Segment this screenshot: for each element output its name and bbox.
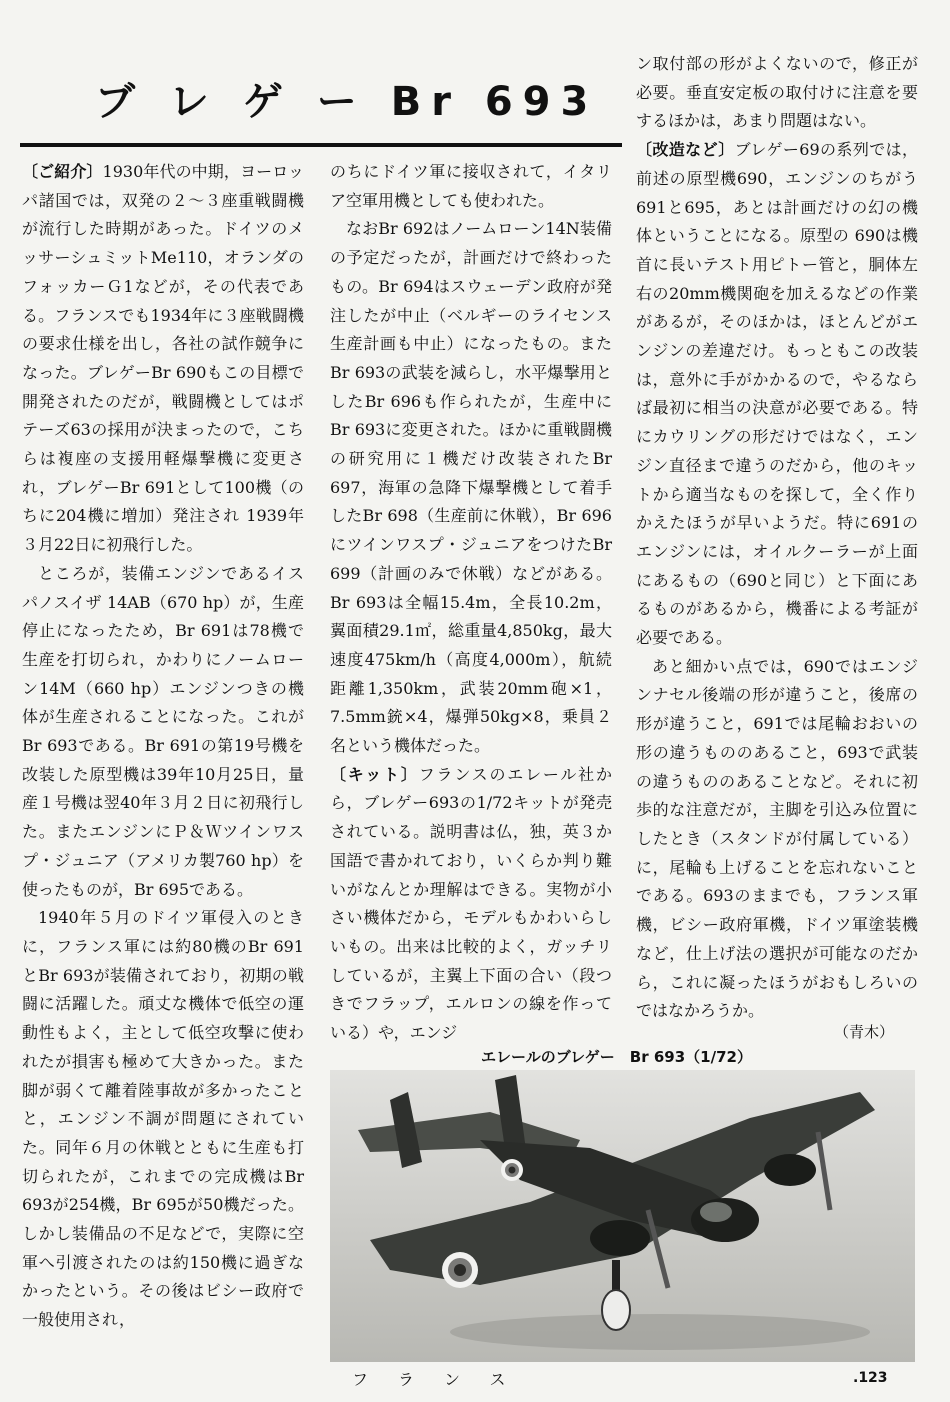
article-title: ブ レ ゲ ー Br 693 (95, 79, 599, 125)
nose-glazing (700, 1202, 732, 1222)
paragraph-text: フランスのエレール社から，ブレゲー693の1/72キットが発売されている。説明書は仏，独，英３か国語で書かれており，いくらか判り難いがなんとか理解はできる。実物が小さい機体だから，モデルもかわいらしいもの。出来は比較的よく，ガッチリしているが，主翼上下面の合い（段つきでフラップ，エルロンの線を作っている）や，エンジ (330, 764, 612, 1043)
aircraft-model-illustration (330, 1070, 915, 1362)
author-credit: （青木） (834, 1023, 895, 1041)
engine-nacelle-left (590, 1220, 650, 1256)
roundel-fuselage (501, 1159, 523, 1181)
page-number: .123 (853, 1370, 888, 1386)
model-shadow (450, 1314, 870, 1350)
paragraph-introduction (22, 158, 304, 560)
photo-caption: エレールのブレゲー Br 693（1/72） (481, 1048, 752, 1066)
paragraph-kit (330, 761, 612, 1048)
paragraph-text: ブレゲー69の系列では，前述の原型機690，エンジンのちがう691と695，あとは計画だけの幻の機体ということになる。原型の 690は機首に長いテスト用ピトー管と，胴体左右の20mm機関砲を加えるなどの作業があるが，そのほかは，ほとんどがエンジンの差違だけ。もっともこの改装は，意外に手がかかるので，やるならば最初に相当の決意が必要である。特にカウリングの形だけではなく，エンジン直径まで違うのだから，他のキットから適当なものを探して，全く作りかえたほうが早いようだ。特に691のエンジンには，オイルクーラーが上面にあるもの（690と同じ）と下面にあるものがあるから，機番による考証が必要である。 (636, 140, 918, 648)
paragraph-kit-continued: ン取付部の形がよくないので，修正が必要。垂直安定板の取付けに注意を要するほかは，あまり問題はない。 (636, 54, 918, 131)
title-rule (20, 143, 622, 147)
section-tag-introduction: 〔ご紹介〕 (22, 162, 103, 181)
paragraph-service-continued: のちにドイツ軍に接収されて，イタリア空軍用機としても使われた。 (330, 162, 612, 210)
running-footer-section: フランス (352, 1370, 536, 1389)
paragraph-conversion (636, 136, 918, 653)
text-column-1 (22, 158, 304, 1335)
paragraph-service: 1940年５月のドイツ軍侵入のときに，フランス軍には約80機のBr 691とBr 693が装備されており，初期の戦闘に活躍した。頑丈な機体で低空の運動性もよく，主として低空攻撃に使われたが損害も極めて大きかった。また脚が弱くて離着陸事故が多かったことと，エンジン不調が問題にされていた。同年６月の休戦とともに生産も打切られたが，これまでの完成機はBr 693が254機，Br 695が50機だった。しかし装備品の不足などで，実際に空軍へ引渡されたのは約150機に過ぎなかったという。その後はビシー政府で一般使用され， (22, 908, 304, 1330)
aircraft-model-photo (330, 1070, 915, 1362)
section-tag-conversion: 〔改造など〕 (636, 140, 735, 160)
roundel-wing (442, 1252, 478, 1288)
engine-nacelle-right (764, 1154, 816, 1186)
paragraph-text: 1930年代の中期，ヨーロッパ諸国では，双発の２～３座重戦闘機が流行した時期があった。ドイツのメッサーシュミットMe110，オランダのフォッカーＧ1などが，その代表である。フランスでも1934年に３座戦闘機の要求仕様を出し，各社の試作競争になった。ブレゲーBr 690もこの目標で開発されたのだが，戦闘機としてはポテーズ63の採用が決まったので，こちらは複座の支援用軽爆撃機に変更され，ブレゲーBr 691として100機（のちに204機に増加）発注され 1939年３月22日に初飛行した。 (22, 162, 304, 555)
text-column-2 (330, 158, 612, 1048)
section-tag-kit: 〔キット〕 (330, 764, 419, 784)
text-column-3 (636, 50, 918, 1026)
paragraph-details: あと細かい点では，690ではエンジンナセル後端の形が違うこと，後席の形が違うこと，691では尾輪おおいの形の違うもののあること，693で武装の違うもののあることなど。それに初歩的な注意だが，主脚を引込み位置にしたとき（スタンドが付属している）に，尾輪も上げることを忘れないことである。693のままでも，フランス軍機，ビシー政府軍機，ドイツ軍塗装機など，仕上げ法の選択が可能なのだから，これに凝ったほうがおもしろいのではなかろうか。 (636, 656, 918, 1021)
paragraph-variants: なおBr 692はノームローン14N装備の予定だったが，計画だけで終わったもの。Br 694はスウェーデン政府が発注したが中止（ベルギーのライセンス生産計画も中止）になったもの。またBr 693の武装を減らし，水平爆撃用としたBr 696も作られたが，生産中にBr 693に変更された。ほかに重戦闘機の研究用に１機だけ改装されたBr 697，海軍の急降下爆撃機として着手したBr 698（生産前に休戦），Br 696にツインワスプ・ジュニアをつけたBr 699（計画のみで休戦）などがある。Br 693は全幅15.4m，全長10.2m，翼面積29.1㎡，総重量4,850kg，最大速度475km/h（高度4,000m），航続距離1,350km，武装20mm砲×1，7.5mm銃×4，爆弾50kg×8，乗員２名という機体だった。 (330, 219, 612, 756)
paragraph-engine: ところが，装備エンジンであるイスパノスイザ 14AB（670 hp）が，生産停止になったため，Br 691は78機で生産を打切られ，かわりにノームローン14M（660 hp）エンジンつきの機体が生産されることになった。これがBr 693である。Br 691の第19号機を改装した原型機は39年10月25日，量産１号機は翌40年３月２日に初飛行した。またエンジンにＰ＆Ｗツインワスプ・ジュニア（アメリカ製760 hp）を使ったものが，Br 695である。 (22, 563, 304, 899)
landing-gear-wheel (602, 1290, 630, 1330)
